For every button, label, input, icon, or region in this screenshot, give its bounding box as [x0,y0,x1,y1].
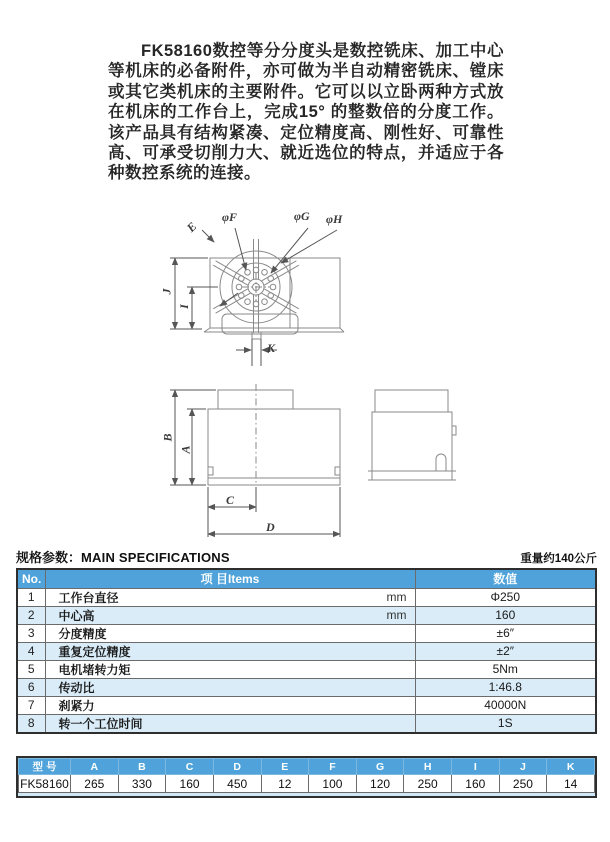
spec-title-zh: 规格参数： [16,550,82,565]
spec-value: ±6″ [415,624,596,642]
dim-header-k: K [547,759,595,775]
dimension-label-e: E [183,219,200,235]
dim-value-h: 250 [404,775,452,793]
dim-header-e: E [261,759,309,775]
spec-title [16,547,230,566]
dim-value-b: 330 [118,775,166,793]
spec-no: 8 [17,714,45,733]
dim-header-c: C [166,759,214,775]
dim-value-a: 265 [71,775,119,793]
spec-unit: mm [386,608,407,622]
dim-value-j: 250 [499,775,547,793]
spec-header-no: No. [17,569,45,588]
spec-value: 1S [415,714,596,733]
spec-header-items: 项 目Items [45,569,415,588]
side-view-drawing [140,374,470,542]
spec-item: 重复定位精度 [58,644,131,659]
dim-header-model: 型 号 [19,759,71,775]
spec-row-3 [17,624,596,642]
dimension-label-a: A [178,445,193,454]
dimension-label-h: φH [326,212,343,226]
spec-no: 7 [17,696,45,714]
dim-header-g: G [356,759,404,775]
dimension-label-g: φG [294,209,310,223]
spec-no: 4 [17,642,45,660]
spec-item: 中心高 [58,608,95,623]
dim-data-row [19,775,595,793]
dim-value-e: 12 [261,775,309,793]
main-specifications-table [16,568,597,734]
spec-no: 5 [17,660,45,678]
spec-no: 3 [17,624,45,642]
spec-value: ±2″ [415,642,596,660]
spec-header-value: 数值 [415,569,596,588]
dimension-label-c: C [226,493,235,507]
dim-value-c: 160 [166,775,214,793]
side-view-svg [140,374,470,542]
dim-value-g: 120 [356,775,404,793]
dim-header-row [19,759,595,775]
spec-row-7 [17,696,596,714]
spec-value: Φ250 [415,588,596,606]
dimension-label-f: φF [222,210,238,224]
spec-row-5 [17,660,596,678]
spec-no: 2 [17,606,45,624]
dim-header-a: A [71,759,119,775]
dim-header-h: H [404,759,452,775]
dimension-label-b: B [160,433,175,442]
dim-value-d: 450 [213,775,261,793]
dimensions-section [16,756,597,798]
spec-row-2 [17,606,596,624]
dim-value-f: 100 [309,775,357,793]
dimension-label-d: D [266,520,275,534]
spec-no: 1 [17,588,45,606]
spec-row-4 [17,642,596,660]
dimensions-table [18,758,595,793]
dimension-label-k: K [267,341,276,355]
spec-title-en: MAIN SPECIFICATIONS [81,550,230,565]
spec-item: 传动比 [58,680,95,695]
dimension-label-i: I [176,304,191,309]
spec-value: 1:46.8 [415,678,596,696]
spec-row-6 [17,678,596,696]
spec-value: 5Nm [415,660,596,678]
spec-item: 刹紧力 [58,698,95,713]
dim-header-f: F [309,759,357,775]
dim-value-i: 160 [452,775,500,793]
spec-row-1 [17,588,596,606]
spec-value: 40000N [415,696,596,714]
front-view-drawing [140,198,430,373]
intro-paragraph: FK58160数控等分分度头是数控铣床、加工中心等机床的必备附件，亦可做为半自动精密铣床、镗床或其它类机床的主要附件。它可以以立卧两种方式放在机床的工作台上，完成15° 的整数倍的分度工作。该产品具有结构紧凑、定位精度高、刚性好、可靠性高、可承受切削力大、就近选位的特点，并适应于各种数控系统的连接。 [108,42,504,183]
spec-item: 分度精度 [58,626,107,641]
main-specifications-section [16,568,597,734]
dim-header-j: J [499,759,547,775]
dim-model: FK58160 [20,776,69,791]
dim-header-i: I [452,759,500,775]
spec-item: 转一个工位时间 [58,716,143,731]
spec-section-header [16,547,597,566]
dimension-label-j: J [159,288,174,295]
dim-value-k: 14 [547,775,595,793]
spec-item: 工作台直径 [58,590,119,605]
spec-value: 160 [415,606,596,624]
spec-row-8 [17,714,596,733]
weight-note: 重量约140公斤 [520,553,597,565]
dim-header-d: D [213,759,261,775]
spec-no: 6 [17,678,45,696]
spec-unit: mm [386,590,407,604]
spec-item: 电机堵转力矩 [58,662,131,677]
dim-header-b: B [118,759,166,775]
spec-header-row [17,569,596,588]
